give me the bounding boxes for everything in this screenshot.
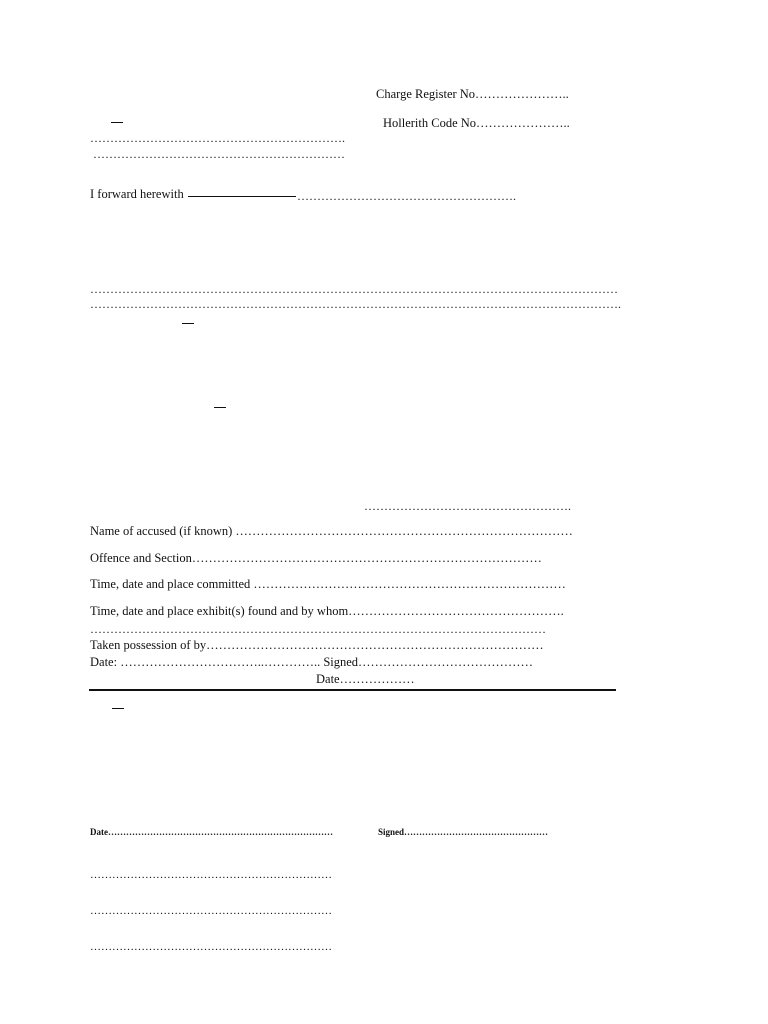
dash-mark bbox=[214, 407, 226, 408]
footer-blank-line: ………………………………………………………… bbox=[90, 941, 332, 953]
second-date-field: Date……………… bbox=[316, 672, 415, 686]
time-place-committed-field: Time, date and place committed ………………………………………………………………… bbox=[90, 577, 566, 591]
forward-blank-line: ……………………………………………………………………………………………………………………. bbox=[90, 297, 621, 311]
forward-blank-line: ………………………………………………. bbox=[297, 189, 516, 203]
charge-register-number: Charge Register No………………….. bbox=[376, 87, 569, 101]
address-blank-line: ………………………………………………………. bbox=[90, 131, 345, 145]
exhibit-found-field: Time, date and place exhibit(s) found and by whom……………………………………………. bbox=[90, 604, 564, 618]
underline-rule bbox=[188, 196, 296, 197]
dash-mark bbox=[111, 122, 123, 123]
accused-name-field: Name of accused (if known) ……………………………………………………………………… bbox=[90, 524, 573, 538]
dash-mark bbox=[182, 323, 194, 324]
signature-blank-line: ……………………………………………. bbox=[364, 499, 571, 513]
dash-mark bbox=[112, 708, 124, 709]
exhibit-found-continued-line: …………………………………………………………………………………………………… bbox=[90, 622, 546, 636]
offence-section-field: Offence and Section………………………………………………………………………… bbox=[90, 551, 542, 565]
address-blank-line: ……………………………………………………… bbox=[93, 147, 345, 161]
hollerith-code-number: Hollerith Code No………………….. bbox=[383, 116, 570, 130]
date-signed-field: Date: ……………………………..………….. Signed…………………………………… bbox=[90, 655, 534, 669]
footer-blank-line: ………………………………………………………… bbox=[90, 869, 332, 881]
forward-blank-line: …………………………………………………………………………………………………………………… bbox=[90, 282, 618, 296]
possession-field: Taken possession of by……………………………………………………………………… bbox=[90, 638, 544, 652]
footer-blank-line: ………………………………………………………… bbox=[90, 905, 332, 917]
footer-signed-field: Signed………………………………………… bbox=[378, 827, 549, 837]
footer-date-field: Date………………………………………………………………… bbox=[90, 827, 333, 837]
forward-label: I forward herewith bbox=[90, 187, 184, 201]
section-divider bbox=[89, 689, 616, 691]
